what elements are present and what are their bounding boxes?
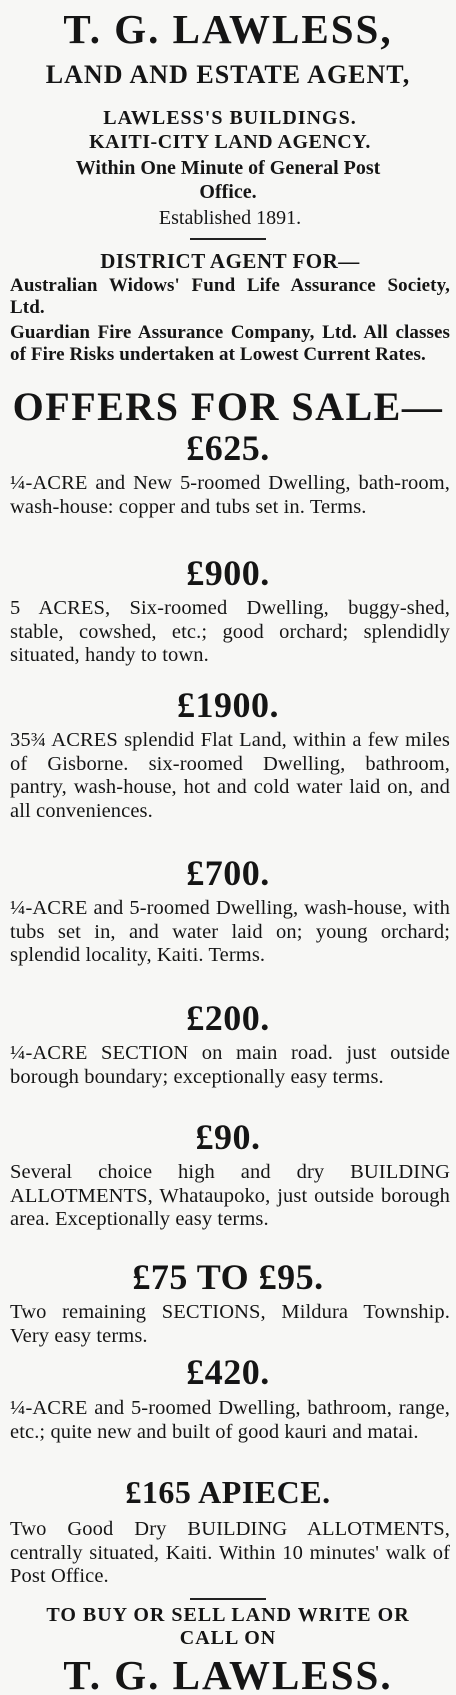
district-agent-heading: DISTRICT AGENT FOR— [100, 249, 360, 273]
listing-description: ¼-ACRE and 5-roomed Dwelling, wash-house, with tubs set in, and water laid on; young orchard; splendid locality, Kaiti. Terms. [10, 897, 450, 966]
listing-price: £1900. [177, 685, 279, 725]
agency-line: KAITI-CITY LAND AGENCY. [89, 131, 371, 153]
listing-price: £700. [186, 853, 270, 893]
agent-title-heading: LAND AND ESTATE AGENT, [45, 60, 411, 89]
listing-price: £90. [195, 1117, 261, 1157]
divider-rule [190, 238, 266, 240]
listing-description: ¼-ACRE and 5-roomed Dwelling, bathroom, range, etc.; quite new and built of good kauri and matai. [10, 1397, 450, 1443]
listing-description: Two Good Dry BUILDING ALLOTMENTS, centrally situated, Kaiti. Within 10 minutes' walk of Post Office. [10, 1518, 450, 1587]
listing-price: £420. [186, 1352, 270, 1392]
listing-price: £75 TO £95. [132, 1257, 324, 1297]
listing-description: Several choice high and dry BUILDING ALLOTMENTS, Whataupoko, just outside borough area. Exceptionally easy terms. [10, 1161, 450, 1230]
district-agency-1: Australian Widows' Fund Life Assurance Society, Ltd. [10, 275, 450, 318]
district-agency-2: Guardian Fire Assurance Company, Ltd. All classes of Fire Risks undertaken at Lowest Current Rates. [10, 322, 450, 365]
agent-name-heading: T. G. LAWLESS, [63, 6, 393, 52]
listing-price: £900. [186, 553, 270, 593]
divider-rule [190, 1598, 266, 1600]
listing-price: £165 APIECE. [125, 1474, 331, 1510]
listing-price: £200. [186, 998, 270, 1038]
established-line: Established 1891. [158, 207, 302, 229]
agent-name-footer: T. G. LAWLESS. [63, 1652, 393, 1695]
call-to-action: TO BUY OR SELL LAND WRITE OR CALL ON [46, 1604, 410, 1649]
location-line: Within One Minute of General Post Office. [75, 157, 381, 203]
buildings-line: LAWLESS'S BUILDINGS. [103, 107, 357, 129]
listing-price: £625. [186, 428, 270, 468]
listing-description: ¼-ACRE SECTION on main road. just outside borough boundary; exceptionally easy terms. [10, 1042, 450, 1088]
listing-description: 5 ACRES, Six-roomed Dwelling, buggy-shed, stable, cowshed, etc.; good orchard; splendidly situated, handy to town. [10, 597, 450, 666]
listing-description: Two remaining SECTIONS, Mildura Township. Very easy terms. [10, 1301, 450, 1347]
offers-for-sale-heading: OFFERS FOR SALE— [12, 384, 444, 429]
listing-description: 35¾ ACRES splendid Flat Land, within a few miles of Gisborne. six-roomed Dwelling, bathroom, pantry, wash-house, hot and cold water laid on, and all conveniences. [10, 729, 450, 822]
listing-description: ¼-ACRE and New 5-roomed Dwelling, bath-room, wash-house: copper and tubs set in. Terms. [10, 472, 450, 518]
